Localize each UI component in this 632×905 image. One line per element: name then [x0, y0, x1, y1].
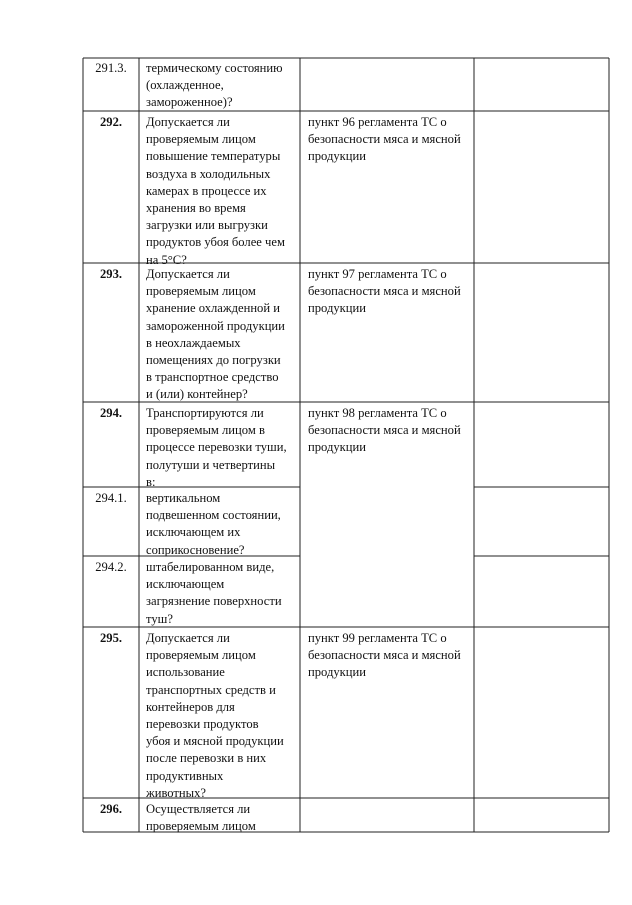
question-line: замороженное)? [146, 95, 233, 110]
row-number: 293. [99, 267, 123, 281]
question-line: хранение охлажденной и [146, 301, 280, 316]
reference-line: безопасности мяса и мясной [308, 132, 461, 147]
question-line: и (или) контейнер? [146, 387, 248, 402]
question-line: проверяемым лицом [146, 819, 256, 834]
row-number: 296. [99, 802, 123, 816]
reference-line: безопасности мяса и мясной [308, 423, 461, 438]
reference-line: пункт 99 регламента ТС о [308, 631, 447, 645]
question-line: Допускается ли [146, 267, 230, 281]
row-number: 295. [99, 631, 123, 645]
question-line: проверяемым лицом [146, 132, 256, 147]
question-line: Осуществляется ли [146, 802, 251, 816]
row-number: 292. [99, 115, 123, 129]
question-line: контейнеров для [146, 699, 235, 714]
row-number: 294. [99, 406, 123, 420]
reference-line: пункт 96 регламента ТС о [308, 115, 447, 129]
question-line: убоя и мясной продукции [146, 734, 284, 749]
question-line: проверяемым лицом [146, 284, 256, 299]
reference-line: продукции [308, 149, 367, 164]
reference-line: продукции [308, 301, 367, 316]
question-line: хранения во время [146, 201, 246, 215]
question-line: в: [146, 474, 156, 489]
question-line: проверяемым лицом [146, 648, 256, 663]
reference-line: безопасности мяса и мясной [308, 284, 461, 299]
question-line: процессе перевозки туши, [146, 440, 287, 455]
question-line: использование [146, 665, 225, 680]
question-line: Транспортируются ли [146, 406, 264, 420]
reference-line: пункт 97 регламента ТС о [308, 267, 447, 281]
question-line: подвешенном состоянии, [146, 508, 281, 523]
question-line: после перевозки в них [146, 751, 267, 766]
question-line: соприкосновение? [146, 542, 245, 557]
question-line: исключающем [146, 577, 225, 592]
question-line: загрязнение поверхности [146, 594, 282, 609]
reference-line: безопасности мяса и мясной [308, 648, 461, 663]
question-line: туш? [146, 611, 173, 626]
question-line: в неохлаждаемых [146, 335, 241, 350]
row-number: 294.1. [95, 491, 127, 505]
question-line: термическому состоянию [146, 61, 283, 75]
question-line: воздуха в холодильных [146, 166, 271, 181]
question-line: полутуши и четвертины [146, 457, 276, 472]
reference-line: пункт 98 регламента ТС о [308, 406, 447, 420]
question-line: штабелированном виде, [146, 560, 275, 574]
row-number: 294.2. [95, 560, 127, 574]
reference-line: продукции [308, 440, 367, 455]
question-line: животных? [146, 785, 207, 800]
question-line: продуктивных [146, 768, 224, 783]
question-line: загрузки или выгрузки [146, 218, 268, 233]
question-line: вертикальном [146, 491, 221, 505]
question-line: повышение температуры [146, 149, 281, 164]
question-line: помещениях до погрузки [146, 353, 281, 367]
question-line: (охлажденное, [146, 78, 224, 93]
question-line: проверяемым лицом в [146, 423, 265, 438]
reference-line: продукции [308, 665, 367, 680]
question-line: замороженной продукции [146, 318, 285, 333]
question-line: перевозки продуктов [146, 717, 259, 731]
question-line: транспортных средств и [146, 682, 276, 697]
question-line: продуктов убоя более чем [146, 235, 285, 250]
row-number: 291.3. [95, 61, 127, 75]
question-line: Допускается ли [146, 115, 230, 129]
question-line: в транспортное средство [146, 370, 279, 385]
question-line: Допускается ли [146, 631, 230, 645]
question-line: исключающем их [146, 525, 241, 540]
question-line: на 5°С? [146, 252, 187, 267]
question-line: камерах в процессе их [146, 183, 267, 198]
